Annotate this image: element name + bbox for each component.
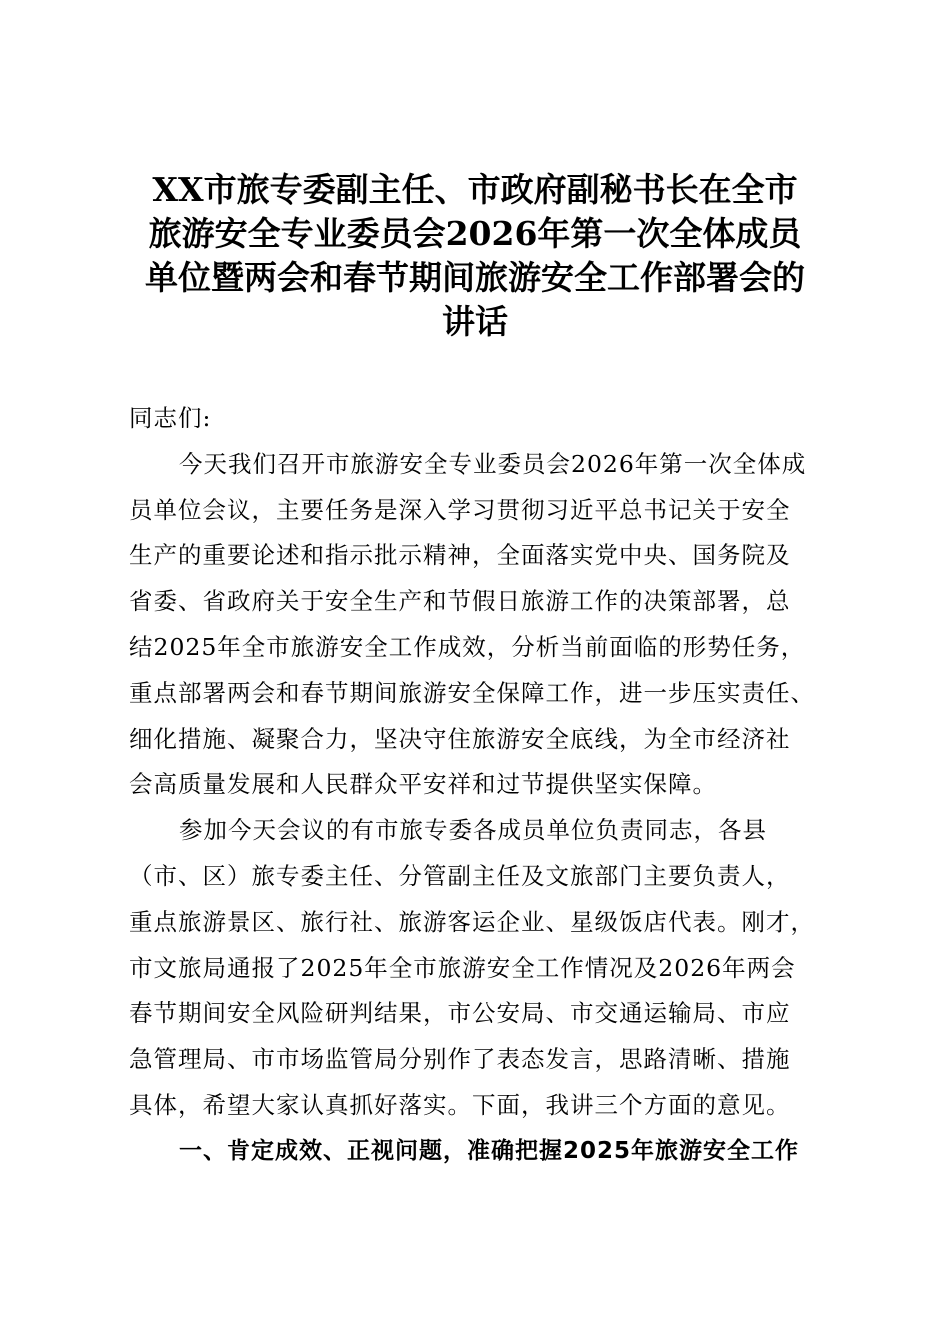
paragraph-line: 员单位会议，主要任务是深入学习贯彻习近平总书记关于安全: [129, 495, 791, 524]
paragraph-line: 参加今天会议的有市旅专委各成员单位负责同志，各县: [179, 816, 767, 845]
paragraph-line: （市、区）旅专委主任、分管副主任及文旅部门主要负责人，: [129, 861, 791, 890]
paragraph-line: 具体，希望大家认真抓好落实。下面，我讲三个方面的意见。: [129, 1090, 791, 1119]
paragraph-line: 结2025年全市旅游安全工作成效，分析当前面临的形势任务，: [129, 632, 806, 661]
title-line-1: XX市旅专委副主任、市政府副秘书长在全市: [152, 170, 798, 209]
salutation: 同志们:: [129, 404, 212, 432]
paragraph-line: 急管理局、市市场监管局分别作了表态发言，思路清晰、措施: [129, 1045, 791, 1074]
paragraph-line: 市文旅局通报了2025年全市旅游安全工作情况及2026年两会: [129, 953, 796, 982]
paragraph-line: 生产的重要论述和指示批示精神，全面落实党中央、国务院及: [129, 541, 791, 570]
title-line-3: 单位暨两会和春节期间旅游安全工作部署会的: [145, 258, 805, 297]
paragraph-line: 细化措施、凝聚合力，坚决守住旅游安全底线，为全市经济社: [129, 724, 791, 753]
section-heading: 一、肯定成效、正视问题，准确把握2025年旅游安全工作: [179, 1137, 800, 1164]
paragraph-line: 省委、省政府关于安全生产和节假日旅游工作的决策部署，总: [129, 587, 791, 616]
paragraph-2: [129, 808, 829, 1129]
paragraph-line: 重点旅游景区、旅行社、旅游客运企业、星级饭店代表。刚才，: [129, 907, 815, 936]
paragraph-line: 春节期间安全风险研判结果，市公安局、市交通运输局、市应: [129, 999, 791, 1028]
document-body: [129, 396, 829, 1175]
title-line-2: 旅游安全专业委员会2026年第一次全体成员: [148, 214, 802, 253]
paragraph-line: 今天我们召开市旅游安全专业委员会2026年第一次全体成: [179, 449, 807, 478]
paragraph-line: 重点部署两会和春节期间旅游安全保障工作，进一步压实责任、: [129, 678, 815, 707]
paragraph-line: 会高质量发展和人民群众平安祥和过节提供坚实保障。: [129, 770, 717, 799]
title-line-4: 讲话: [442, 302, 508, 341]
paragraph-1: [129, 442, 829, 808]
document-title: [120, 168, 830, 344]
